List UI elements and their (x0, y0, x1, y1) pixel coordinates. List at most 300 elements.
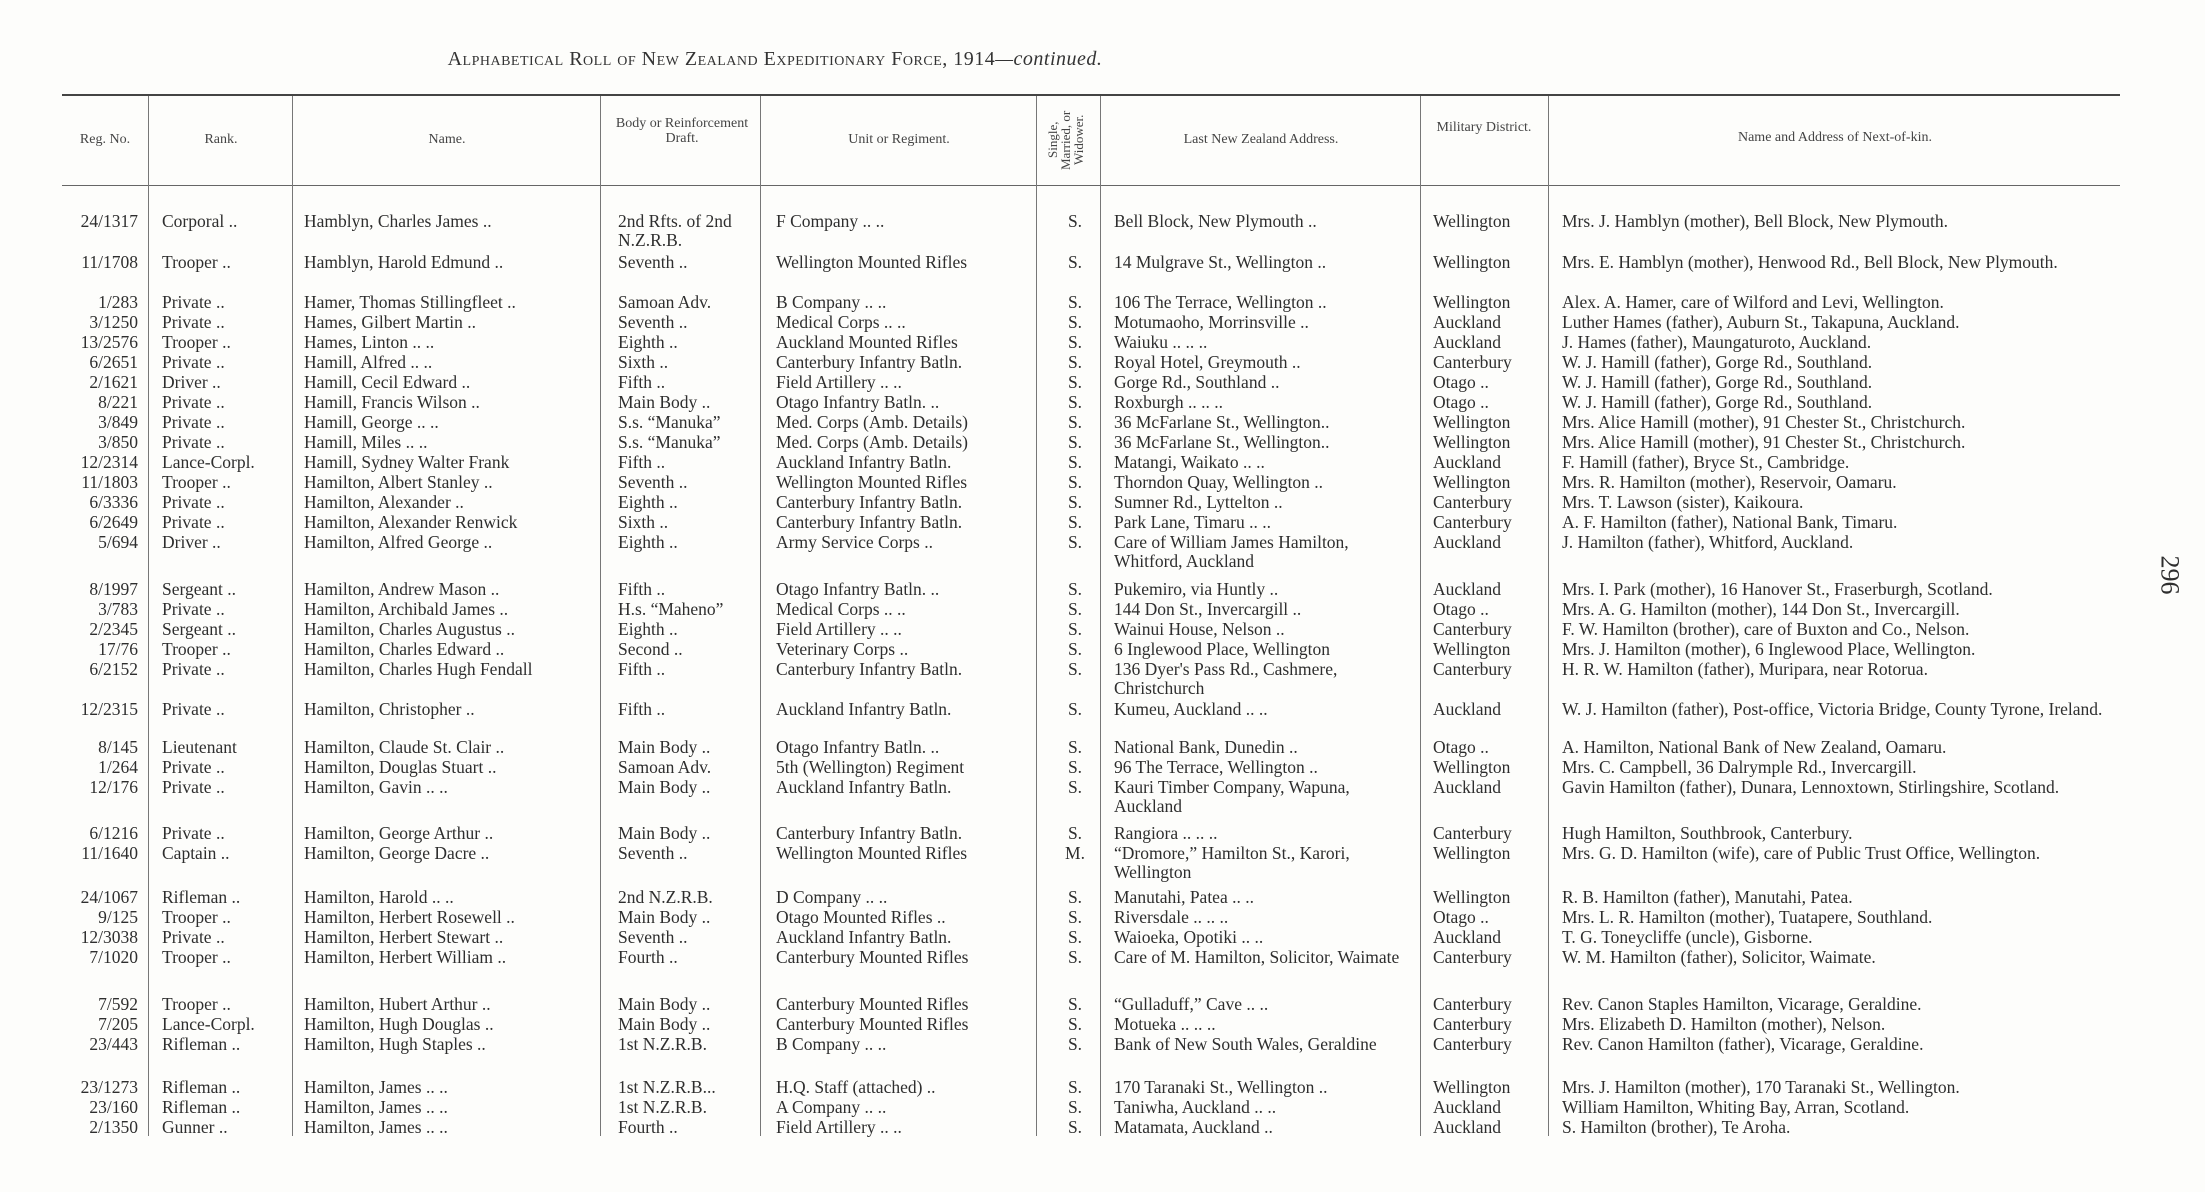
cell-body: Fifth .. (618, 659, 666, 679)
cell-reg: 3/849 (98, 412, 138, 432)
cell-dist: Otago .. (1433, 907, 1489, 927)
cell-name: Hamill, Sydney Walter Frank (304, 452, 510, 472)
cell-reg: 23/443 (89, 1034, 138, 1054)
cell-name: Hamilton, Gavin .. .. (304, 777, 448, 797)
cell-body: Eighth .. (618, 332, 678, 352)
cell-name: Hames, Linton .. .. (304, 332, 435, 352)
cell-addr: 36 McFarlane St., Wellington.. (1114, 412, 1330, 432)
cell-body: Second .. (618, 639, 683, 659)
cell-kin: Mrs. E. Hamblyn (mother), Henwood Rd., Bell Block, New Plymouth. (1562, 252, 2058, 272)
cell-rank: Lance-Corpl. (162, 452, 255, 472)
cell-rank: Driver .. (162, 372, 221, 392)
cell-rank: Trooper .. (162, 947, 231, 967)
cell-kin: W. J. Hamill (father), Gorge Rd., Southland. (1562, 352, 1873, 372)
cell-unit: Wellington Mounted Rifles (776, 252, 968, 272)
cell-rank: Private .. (162, 492, 225, 512)
cell-name: Hamill, Cecil Edward .. (304, 372, 471, 392)
column-divider (1420, 96, 1421, 1136)
cell-smw: S. (1067, 492, 1083, 512)
cell-body: Main Body .. (618, 777, 711, 797)
column-divider (148, 96, 149, 1136)
cell-name: Hamilton, Claude St. Clair .. (304, 737, 505, 757)
cell-addr: Care of William James Hamilton, Whitford, Auckland (1114, 532, 1349, 571)
cell-rank: Private .. (162, 392, 225, 412)
cell-dist: Otago .. (1433, 599, 1489, 619)
cell-unit: Field Artillery .. .. (776, 372, 902, 392)
cell-dist: Canterbury (1433, 659, 1512, 679)
cell-body: H.s. “Maheno” (618, 599, 724, 619)
cell-dist: Otago .. (1433, 737, 1489, 757)
cell-name: Hames, Gilbert Martin .. (304, 312, 477, 332)
cell-name: Hamilton, James .. .. (304, 1097, 448, 1117)
cell-name: Hamer, Thomas Stillingfleet .. (304, 292, 516, 312)
cell-dist: Wellington (1433, 1077, 1511, 1097)
cell-addr: Thorndon Quay, Wellington .. (1114, 472, 1324, 492)
cell-smw: S. (1067, 452, 1083, 472)
cell-name: Hamilton, Alexander .. (304, 492, 464, 512)
cell-reg: 5/694 (98, 532, 138, 552)
page-title (0, 48, 1550, 71)
cell-body: Eighth .. (618, 492, 678, 512)
cell-addr: Waioeka, Opotiki .. .. (1114, 927, 1264, 947)
cell-name: Hamilton, Hubert Arthur .. (304, 994, 491, 1014)
cell-addr: Kauri Timber Company, Wapuna, Auckland (1114, 777, 1350, 816)
column-divider (760, 96, 761, 1136)
cell-addr: 14 Mulgrave St., Wellington .. (1114, 252, 1327, 272)
cell-reg: 12/176 (89, 777, 138, 797)
cell-name: Hamilton, Christopher .. (304, 699, 475, 719)
cell-name: Hamilton, Hugh Douglas .. (304, 1014, 494, 1034)
cell-addr: National Bank, Dunedin .. (1114, 737, 1298, 757)
cell-smw: S. (1067, 372, 1083, 392)
cell-name: Hamilton, Alfred George .. (304, 532, 493, 552)
cell-addr: Waiuku .. .. .. (1114, 332, 1208, 352)
cell-smw: S. (1067, 252, 1083, 272)
cell-reg: 3/783 (98, 599, 138, 619)
cell-body: Seventh .. (618, 843, 688, 863)
cell-name: Hamblyn, Harold Edmund .. (304, 252, 504, 272)
cell-body: Seventh .. (618, 312, 688, 332)
header-reg-no: Reg. No. (79, 132, 131, 147)
cell-smw: S. (1067, 639, 1083, 659)
cell-kin: W. J. Hamill (father), Gorge Rd., Southland. (1562, 372, 1873, 392)
cell-smw: S. (1067, 757, 1083, 777)
cell-unit: Otago Infantry Batln. .. (776, 392, 940, 412)
cell-addr: 96 The Terrace, Wellington .. (1114, 757, 1318, 777)
cell-name: Hamilton, Herbert Stewart .. (304, 927, 504, 947)
cell-unit: Canterbury Mounted Rifles (776, 1014, 969, 1034)
cell-smw: S. (1067, 211, 1083, 231)
cell-dist: Canterbury (1433, 947, 1512, 967)
cell-smw: S. (1067, 312, 1083, 332)
cell-kin: Mrs. Elizabeth D. Hamilton (mother), Nelson. (1562, 1014, 1886, 1034)
cell-reg: 6/3336 (89, 492, 138, 512)
cell-dist: Auckland (1433, 1117, 1502, 1137)
cell-smw: S. (1067, 512, 1083, 532)
cell-rank: Trooper .. (162, 252, 231, 272)
cell-body: 1st N.Z.R.B... (618, 1077, 716, 1097)
cell-smw: S. (1067, 699, 1083, 719)
cell-body: Eighth .. (618, 619, 678, 639)
cell-rank: Private .. (162, 757, 225, 777)
cell-dist: Auckland (1433, 532, 1502, 552)
cell-unit: B Company .. .. (776, 292, 887, 312)
cell-dist: Wellington (1433, 252, 1511, 272)
cell-unit: Medical Corps .. .. (776, 599, 906, 619)
cell-rank: Private .. (162, 352, 225, 372)
cell-rank: Rifleman .. (162, 1034, 241, 1054)
cell-smw: S. (1067, 659, 1083, 679)
cell-rank: Private .. (162, 599, 225, 619)
cell-addr: 6 Inglewood Place, Wellington (1114, 639, 1331, 659)
cell-dist: Canterbury (1433, 352, 1512, 372)
cell-rank: Lance-Corpl. (162, 1014, 255, 1034)
cell-rank: Private .. (162, 512, 225, 532)
cell-name: Hamilton, Albert Stanley .. (304, 472, 493, 492)
cell-body: Seventh .. (618, 252, 688, 272)
cell-rank: Private .. (162, 699, 225, 719)
cell-dist: Otago .. (1433, 372, 1489, 392)
cell-unit: Army Service Corps .. (776, 532, 933, 552)
header-address: Last New Zealand Address. (1183, 132, 1339, 147)
cell-reg: 3/850 (98, 432, 138, 452)
column-divider (1100, 96, 1101, 1136)
cell-addr: Motueka .. .. .. (1114, 1014, 1216, 1034)
cell-rank: Captain .. (162, 843, 230, 863)
cell-body: Fifth .. (618, 452, 666, 472)
cell-body: Main Body .. (618, 1014, 711, 1034)
cell-unit: B Company .. .. (776, 1034, 887, 1054)
cell-name: Hamill, Alfred .. .. (304, 352, 433, 372)
cell-kin: Mrs. R. Hamilton (mother), Reservoir, Oamaru. (1562, 472, 1897, 492)
header-single-married-widower: Single, Married, or Widower. (1045, 110, 1086, 170)
cell-body: Main Body .. (618, 907, 711, 927)
cell-reg: 6/2649 (89, 512, 138, 532)
cell-body: Main Body .. (618, 737, 711, 757)
cell-rank: Driver .. (162, 532, 221, 552)
cell-body: Fifth .. (618, 699, 666, 719)
column-divider (1036, 96, 1037, 1136)
cell-kin: Gavin Hamilton (father), Dunara, Lennoxtown, Stirlingshire, Scotland. (1562, 777, 2060, 797)
cell-kin: F. Hamill (father), Bryce St., Cambridge. (1562, 452, 1850, 472)
cell-rank: Trooper .. (162, 994, 231, 1014)
column-divider (292, 96, 293, 1136)
cell-body: S.s. “Manuka” (618, 432, 721, 452)
cell-reg: 13/2576 (80, 332, 138, 352)
cell-body: Fifth .. (618, 579, 666, 599)
cell-body: Samoan Adv. (618, 292, 712, 312)
cell-addr: Riversdale .. .. .. (1114, 907, 1229, 927)
cell-unit: 5th (Wellington) Regiment (776, 757, 965, 777)
cell-addr: Kumeu, Auckland .. .. (1114, 699, 1268, 719)
cell-kin: Mrs. J. Hamilton (mother), 6 Inglewood Place, Wellington. (1562, 639, 1976, 659)
cell-addr: Royal Hotel, Greymouth .. (1114, 352, 1301, 372)
cell-dist: Auckland (1433, 332, 1502, 352)
cell-kin: H. R. W. Hamilton (father), Muripara, near Rotorua. (1562, 659, 1928, 679)
cell-dist: Wellington (1433, 432, 1511, 452)
cell-unit: Otago Infantry Batln. .. (776, 579, 940, 599)
cell-reg: 1/283 (98, 292, 138, 312)
cell-name: Hamilton, Douglas Stuart .. (304, 757, 497, 777)
cell-reg: 3/1250 (89, 312, 138, 332)
header-district: Military District. (1436, 120, 1532, 135)
cell-rank: Private .. (162, 927, 225, 947)
cell-body: Samoan Adv. (618, 757, 712, 777)
cell-unit: D Company .. .. (776, 887, 888, 907)
cell-dist: Wellington (1433, 412, 1511, 432)
cell-kin: R. B. Hamilton (father), Manutahi, Patea. (1562, 887, 1853, 907)
cell-unit: Otago Infantry Batln. .. (776, 737, 940, 757)
header-bottom-rule (62, 185, 2120, 186)
cell-unit: Med. Corps (Amb. Details) (776, 412, 968, 432)
cell-addr: 170 Taranaki St., Wellington .. (1114, 1077, 1328, 1097)
cell-reg: 2/1350 (89, 1117, 138, 1137)
cell-reg: 2/2345 (89, 619, 138, 639)
cell-reg: 8/1997 (89, 579, 138, 599)
cell-smw: S. (1067, 599, 1083, 619)
cell-name: Hamilton, James .. .. (304, 1117, 448, 1137)
cell-dist: Canterbury (1433, 823, 1512, 843)
cell-reg: 7/205 (98, 1014, 138, 1034)
cell-reg: 11/1803 (81, 472, 138, 492)
cell-unit: Wellington Mounted Rifles (776, 472, 968, 492)
cell-kin: Mrs. J. Hamilton (mother), 170 Taranaki St., Wellington. (1562, 1077, 1960, 1097)
cell-unit: Wellington Mounted Rifles (776, 843, 968, 863)
cell-rank: Rifleman .. (162, 1077, 241, 1097)
cell-addr: “Dromore,” Hamilton St., Karori, Wellington (1114, 843, 1350, 882)
cell-unit: Canterbury Infantry Batln. (776, 492, 963, 512)
cell-smw: S. (1067, 619, 1083, 639)
cell-addr: Bank of New South Wales, Geraldine (1114, 1034, 1377, 1054)
cell-kin: Luther Hames (father), Auburn St., Takapuna, Auckland. (1562, 312, 1960, 332)
cell-kin: A. Hamilton, National Bank of New Zealand, Oamaru. (1562, 737, 1947, 757)
cell-body: 1st N.Z.R.B. (618, 1034, 707, 1054)
cell-name: Hamblyn, Charles James .. (304, 211, 492, 231)
cell-body: 2nd N.Z.R.B. (618, 887, 713, 907)
cell-reg: 6/1216 (89, 823, 138, 843)
cell-smw: S. (1067, 332, 1083, 352)
header-next-of-kin: Name and Address of Next-of-kin. (1737, 130, 1932, 145)
cell-unit: F Company .. .. (776, 211, 885, 231)
cell-smw: S. (1067, 392, 1083, 412)
cell-dist: Wellington (1433, 757, 1511, 777)
cell-body: 1st N.Z.R.B. (618, 1097, 707, 1117)
cell-body: Sixth .. (618, 512, 669, 532)
header-name: Name. (428, 132, 466, 147)
cell-reg: 11/1708 (81, 252, 138, 272)
cell-rank: Trooper .. (162, 332, 231, 352)
cell-dist: Auckland (1433, 1097, 1502, 1117)
cell-addr: “Gulladuff,” Cave .. .. (1114, 994, 1269, 1014)
cell-unit: Canterbury Mounted Rifles (776, 947, 969, 967)
cell-dist: Canterbury (1433, 1014, 1512, 1034)
cell-smw: S. (1067, 532, 1083, 552)
cell-name: Hamilton, Charles Hugh Fendall (304, 659, 533, 679)
cell-name: Hamilton, Charles Edward .. (304, 639, 505, 659)
cell-reg: 8/145 (98, 737, 138, 757)
cell-kin: F. W. Hamilton (brother), care of Buxton and Co., Nelson. (1562, 619, 1970, 639)
cell-reg: 24/1067 (80, 887, 138, 907)
cell-reg: 8/221 (98, 392, 138, 412)
cell-unit: Veterinary Corps .. (776, 639, 909, 659)
cell-smw: S. (1067, 823, 1083, 843)
cell-smw: S. (1067, 947, 1083, 967)
cell-kin: Rev. Canon Staples Hamilton, Vicarage, Geraldine. (1562, 994, 1922, 1014)
cell-unit: Canterbury Infantry Batln. (776, 659, 963, 679)
cell-body: Fourth .. (618, 947, 678, 967)
cell-smw: S. (1067, 352, 1083, 372)
cell-addr: 36 McFarlane St., Wellington.. (1114, 432, 1330, 452)
cell-smw: S. (1067, 1014, 1083, 1034)
cell-unit: Auckland Infantry Batln. (776, 699, 952, 719)
cell-reg: 23/1273 (80, 1077, 138, 1097)
cell-addr: 136 Dyer's Pass Rd., Cashmere, Christchurch (1114, 659, 1338, 698)
cell-rank: Private .. (162, 777, 225, 797)
cell-addr: Care of M. Hamilton, Solicitor, Waimate (1114, 947, 1400, 967)
cell-rank: Private .. (162, 292, 225, 312)
cell-unit: Field Artillery .. .. (776, 619, 902, 639)
cell-smw: S. (1067, 887, 1083, 907)
cell-kin: Mrs. J. Hamblyn (mother), Bell Block, New Plymouth. (1562, 211, 1948, 231)
cell-body: Eighth .. (618, 532, 678, 552)
cell-rank: Private .. (162, 432, 225, 452)
cell-rank: Trooper .. (162, 472, 231, 492)
cell-name: Hamilton, Hugh Staples .. (304, 1034, 486, 1054)
cell-dist: Canterbury (1433, 1034, 1512, 1054)
cell-unit: Auckland Infantry Batln. (776, 452, 952, 472)
cell-dist: Otago .. (1433, 392, 1489, 412)
cell-reg: 9/125 (98, 907, 138, 927)
cell-kin: Rev. Canon Hamilton (father), Vicarage, Geraldine. (1562, 1034, 1924, 1054)
cell-dist: Wellington (1433, 887, 1511, 907)
cell-body: S.s. “Manuka” (618, 412, 721, 432)
cell-smw: S. (1067, 432, 1083, 452)
cell-reg: 2/1621 (89, 372, 138, 392)
cell-rank: Private .. (162, 412, 225, 432)
cell-name: Hamilton, Alexander Renwick (304, 512, 518, 532)
cell-name: Hamilton, Herbert Rosewell .. (304, 907, 515, 927)
cell-addr: Bell Block, New Plymouth .. (1114, 211, 1317, 231)
header-top-rule (62, 94, 2120, 96)
cell-reg: 1/264 (98, 757, 138, 777)
cell-smw: S. (1067, 292, 1083, 312)
cell-unit: Medical Corps .. .. (776, 312, 906, 332)
cell-kin: J. Hamilton (father), Whitford, Auckland. (1562, 532, 1854, 552)
cell-kin: Mrs. I. Park (mother), 16 Hanover St., Fraserburgh, Scotland. (1562, 579, 1993, 599)
cell-addr: 106 The Terrace, Wellington .. (1114, 292, 1327, 312)
cell-addr: Roxburgh .. .. .. (1114, 392, 1224, 412)
column-divider (600, 96, 601, 1136)
cell-body: Main Body .. (618, 823, 711, 843)
cell-rank: Gunner .. (162, 1117, 228, 1137)
cell-rank: Rifleman .. (162, 1097, 241, 1117)
cell-name: Hamill, Francis Wilson .. (304, 392, 480, 412)
cell-unit: Auckland Mounted Rifles (776, 332, 958, 352)
header-rank: Rank. (204, 132, 238, 147)
cell-addr: 144 Don St., Invercargill .. (1114, 599, 1302, 619)
cell-unit: A Company .. .. (776, 1097, 887, 1117)
cell-unit: H.Q. Staff (attached) .. (776, 1077, 936, 1097)
cell-kin: Alex. A. Hamer, care of Wilford and Levi, Wellington. (1562, 292, 1944, 312)
cell-rank: Lieutenant (162, 737, 237, 757)
cell-smw: S. (1067, 412, 1083, 432)
cell-rank: Trooper .. (162, 639, 231, 659)
cell-unit: Canterbury Infantry Batln. (776, 512, 963, 532)
cell-smw: S. (1067, 579, 1083, 599)
cell-kin: T. G. Toneycliffe (uncle), Gisborne. (1562, 927, 1813, 947)
cell-smw: S. (1067, 1077, 1083, 1097)
cell-smw: S. (1067, 1034, 1083, 1054)
cell-name: Hamilton, Charles Augustus .. (304, 619, 515, 639)
cell-addr: Matamata, Auckland .. (1114, 1117, 1273, 1137)
cell-dist: Auckland (1433, 699, 1502, 719)
cell-kin: Mrs. Alice Hamill (mother), 91 Chester St., Christchurch. (1562, 412, 1966, 432)
cell-body: Main Body .. (618, 994, 711, 1014)
cell-rank: Trooper .. (162, 907, 231, 927)
cell-kin: W. J. Hamill (father), Gorge Rd., Southland. (1562, 392, 1873, 412)
cell-dist: Canterbury (1433, 619, 1512, 639)
cell-kin: Hugh Hamilton, Southbrook, Canterbury. (1562, 823, 1853, 843)
cell-reg: 6/2152 (89, 659, 138, 679)
cell-rank: Sergeant .. (162, 579, 237, 599)
cell-smw: S. (1067, 907, 1083, 927)
page-number: 296 (2155, 555, 2185, 595)
cell-name: Hamilton, Herbert William .. (304, 947, 507, 967)
cell-rank: Rifleman .. (162, 887, 241, 907)
cell-addr: Manutahi, Patea .. .. (1114, 887, 1254, 907)
cell-unit: Auckland Infantry Batln. (776, 927, 952, 947)
cell-reg: 12/3038 (80, 927, 138, 947)
cell-kin: Mrs. G. D. Hamilton (wife), care of Public Trust Office, Wellington. (1562, 843, 2041, 863)
cell-dist: Auckland (1433, 452, 1502, 472)
cell-dist: Wellington (1433, 211, 1511, 231)
title-main: Alphabetical Roll of New Zealand Expeditionary Force, 1914 (447, 48, 996, 70)
cell-body: Sixth .. (618, 352, 669, 372)
cell-reg: 23/160 (89, 1097, 138, 1117)
cell-kin: Mrs. L. R. Hamilton (mother), Tuatapere, Southland. (1562, 907, 1933, 927)
cell-name: Hamilton, James .. .. (304, 1077, 448, 1097)
cell-addr: Gorge Rd., Southland .. (1114, 372, 1280, 392)
column-divider (1548, 96, 1549, 1136)
cell-kin: A. F. Hamilton (father), National Bank, Timaru. (1562, 512, 1898, 532)
cell-smw: S. (1067, 1117, 1083, 1137)
cell-rank: Private .. (162, 823, 225, 843)
cell-unit: Canterbury Infantry Batln. (776, 352, 963, 372)
cell-name: Hamill, George .. .. (304, 412, 439, 432)
cell-kin: William Hamilton, Whiting Bay, Arran, Scotland. (1562, 1097, 1910, 1117)
cell-unit: Otago Mounted Rifles .. (776, 907, 946, 927)
cell-unit: Auckland Infantry Batln. (776, 777, 952, 797)
cell-kin: Mrs. T. Lawson (sister), Kaikoura. (1562, 492, 1804, 512)
cell-kin: W. M. Hamilton (father), Solicitor, Waimate. (1562, 947, 1876, 967)
cell-addr: Matangi, Waikato .. .. (1114, 452, 1265, 472)
cell-addr: Rangiora .. .. .. (1114, 823, 1218, 843)
cell-rank: Private .. (162, 659, 225, 679)
cell-rank: Private .. (162, 312, 225, 332)
cell-body: Seventh .. (618, 472, 688, 492)
cell-body: Main Body .. (618, 392, 711, 412)
cell-addr: Wainui House, Nelson .. (1114, 619, 1285, 639)
cell-addr: Taniwha, Auckland .. .. (1114, 1097, 1277, 1117)
cell-name: Hamilton, George Arthur .. (304, 823, 494, 843)
cell-reg: 11/1640 (81, 843, 138, 863)
header-body: Body or Reinforcement Draft. (615, 116, 749, 146)
cell-name: Hamilton, Andrew Mason .. (304, 579, 500, 599)
cell-kin: Mrs. Alice Hamill (mother), 91 Chester St., Christchurch. (1562, 432, 1966, 452)
cell-smw: M. (1065, 843, 1085, 863)
cell-dist: Canterbury (1433, 994, 1512, 1014)
cell-addr: Sumner Rd., Lyttelton .. (1114, 492, 1283, 512)
